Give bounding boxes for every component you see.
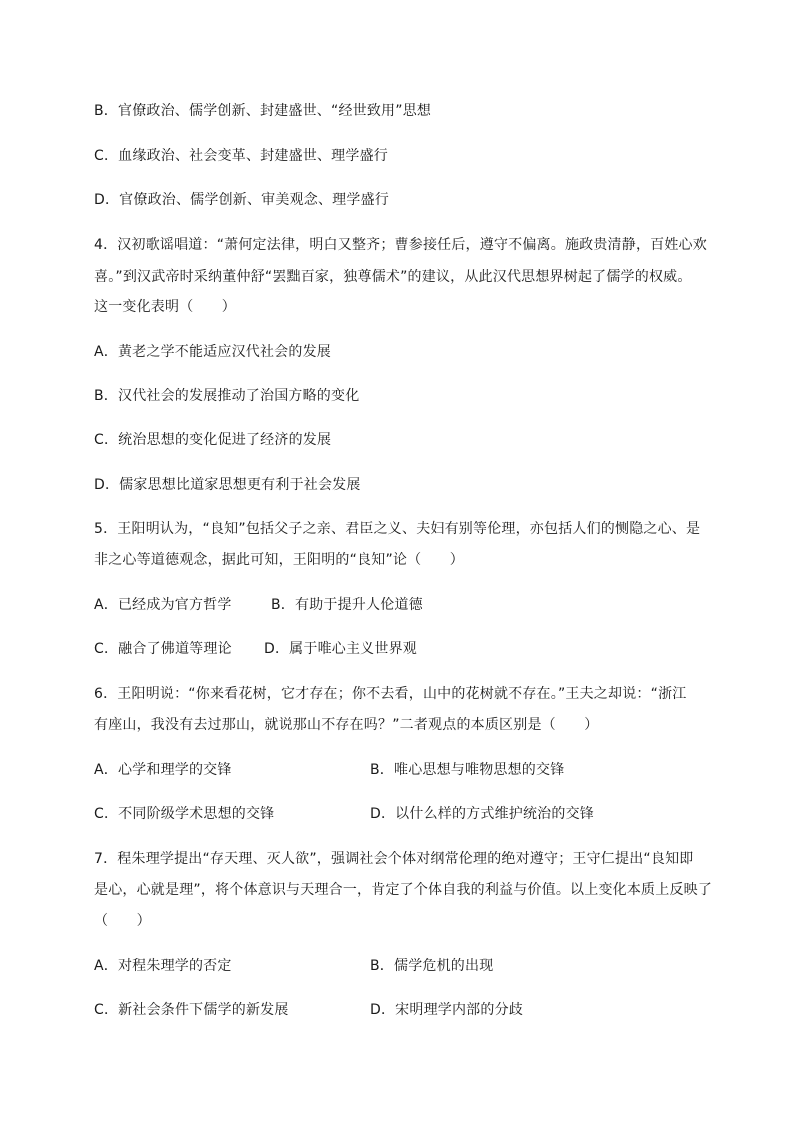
q4-stem-line-3: 这一变化表明（ ） — [94, 299, 236, 315]
q3-option-b: B．官僚政治、儒学创新、封建盛世、“经世致用”思想 — [94, 103, 432, 119]
q4-option-a: A．黄老之学不能适应汉代社会的发展 — [94, 344, 331, 360]
q7-option-b: B．儒学危机的出现 — [370, 958, 494, 974]
q6-option-c: C．不同阶级学术思想的交锋 — [94, 806, 275, 822]
q5-option-d: D．属于唯心主义世界观 — [264, 641, 417, 657]
q6-stem-line-2: 有座山，我没有去过那山，就说那山不存在吗？”二者观点的本质区别是（ ） — [94, 717, 599, 733]
q5-option-a: A．已经成为官方哲学 — [94, 597, 232, 613]
q5-stem-line-1: 5．王阳明认为，“良知”包括父子之亲、君臣之义、夫妇有别等伦理，亦包括人们的恻隐之心、是 — [94, 521, 701, 537]
q4-stem-line-2: 喜。”到汉武帝时采纳董仲舒“罢黜百家，独尊儒术”的建议，从此汉代思想界树起了儒学的权威。 — [94, 269, 692, 285]
q5-stem-line-2: 非之心等道德观念，据此可知，王阳明的“良知”论（ ） — [94, 552, 464, 568]
q3-option-d: D．官僚政治、儒学创新、审美观念、理学盛行 — [94, 192, 389, 208]
q3-option-c: C．血缘政治、社会变革、封建盛世、理学盛行 — [94, 148, 388, 164]
q7-stem-line-3: （ ） — [94, 913, 151, 929]
q6-option-b: B．唯心思想与唯物思想的交锋 — [370, 762, 565, 778]
q4-option-d: D．儒家思想比道家思想更有利于社会发展 — [94, 477, 361, 493]
q5-option-b: B．有助于提升人伦道德 — [271, 597, 423, 613]
q4-stem-line-1: 4．汉初歌谣唱道：“萧何定法律，明白又整齐；曹参接任后，遵守不偏离。施政贵清静，百姓心欢 — [94, 237, 707, 253]
q7-stem-line-2: 是心，心就是理”，将个体意识与天理合一，肯定了个体自我的利益与价值。以上变化本质上反映了 — [94, 882, 713, 898]
q4-option-b: B．汉代社会的发展推动了治国方略的变化 — [94, 388, 360, 404]
q6-stem-line-1: 6．王阳明说：“你来看花树，它才存在；你不去看，山中的花树就不存在。”王夫之却说：“浙江 — [94, 686, 687, 702]
q4-option-c: C．统治思想的变化促进了经济的发展 — [94, 432, 332, 448]
q6-option-d: D．以什么样的方式维护统治的交锋 — [370, 806, 594, 822]
q7-option-d: D．宋明理学内部的分歧 — [370, 1002, 523, 1018]
q6-option-a: A．心学和理学的交锋 — [94, 762, 232, 778]
q5-option-c: C．融合了佛道等理论 — [94, 641, 232, 657]
q7-stem-line-1: 7．程朱理学提出“存天理、灭人欲”，强调社会个体对纲常伦理的绝对遵守；王守仁提出“良知即 — [94, 851, 694, 867]
q7-option-a: A．对程朱理学的否定 — [94, 958, 232, 974]
q7-option-c: C．新社会条件下儒学的新发展 — [94, 1002, 289, 1018]
